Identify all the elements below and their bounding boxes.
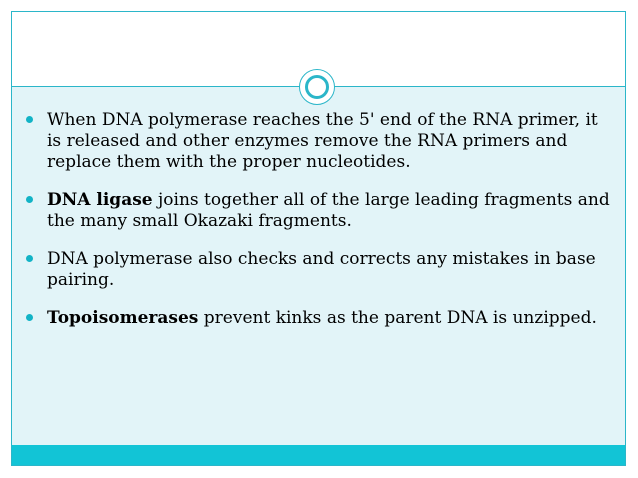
bullet-item <box>25 190 615 232</box>
bullet-text <box>47 249 596 290</box>
bullet-dot-icon <box>26 255 33 262</box>
bullet-text <box>47 190 610 231</box>
bullet-dot-icon <box>26 116 33 123</box>
bullet-item <box>25 308 615 329</box>
bullet-bold-term: Topoisomerases <box>47 308 199 328</box>
bullet-bold-term: DNA ligase <box>47 190 153 210</box>
bullet-item <box>25 249 615 291</box>
bullet-body: prevent kinks as the parent DNA is unzipped. <box>198 308 597 328</box>
bullet-text <box>47 110 598 172</box>
bullet-dot-icon <box>26 196 33 203</box>
bullet-body: joins together all of the large leading fragments and the many small Okazaki fragments. <box>47 190 610 231</box>
bullet-body: When DNA polymerase reaches the 5' end of the RNA primer, it is released and other enzymes remove the RNA primers and replace them with the proper nucleotides. <box>47 110 598 172</box>
bullet-item <box>25 110 615 173</box>
decorative-ring-icon <box>305 75 329 99</box>
footer-bar <box>12 445 625 465</box>
bullet-dot-icon <box>26 314 33 321</box>
bullet-body: DNA polymerase also checks and corrects any mistakes in base pairing. <box>47 249 596 290</box>
bullet-list <box>25 110 615 346</box>
bullet-text <box>47 308 597 328</box>
